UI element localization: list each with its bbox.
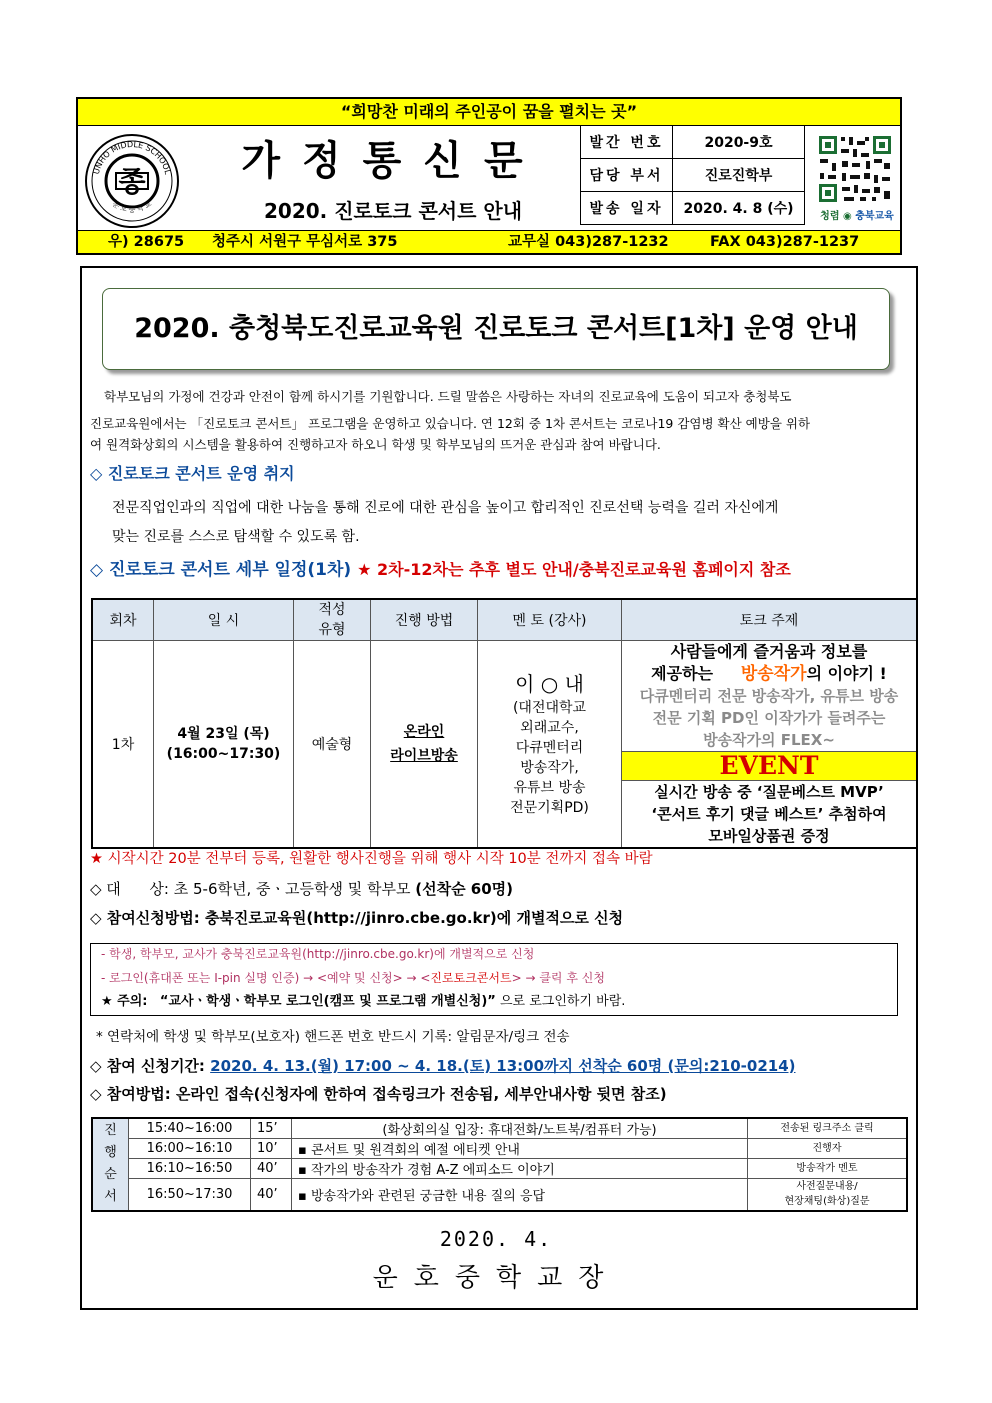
schedule-topic bbox=[622, 641, 918, 849]
meta-value: 2020-9호 bbox=[673, 126, 805, 159]
side-char: 행 bbox=[104, 1145, 117, 1161]
mentor-desc-line: 방송작가, bbox=[520, 760, 579, 776]
apply-line-2c: > → 클릭 후 신청 bbox=[511, 971, 605, 985]
schedule-header: 진행 방법 bbox=[371, 599, 478, 641]
progress-duration: 40’ bbox=[251, 1159, 292, 1179]
schedule-row bbox=[92, 641, 917, 849]
progress-duration: 15’ bbox=[251, 1118, 292, 1139]
topic-highlight: 방송작가 bbox=[740, 664, 807, 684]
schedule-date: 4월 23일 (목) bbox=[177, 726, 270, 742]
progress-side-label bbox=[92, 1118, 129, 1211]
progress-time: 15:40~16:00 bbox=[129, 1118, 251, 1139]
target-label: ◇ 대 상: bbox=[90, 880, 169, 898]
side-char: 순 bbox=[104, 1167, 117, 1183]
meta-label: 담당 부서 bbox=[581, 159, 673, 192]
progress-row bbox=[92, 1118, 907, 1139]
progress-row bbox=[92, 1179, 907, 1211]
topic-line bbox=[622, 663, 916, 685]
schedule-header: 적성 유형 bbox=[294, 599, 371, 641]
section-schedule-title bbox=[90, 559, 791, 581]
target-limit: (선착순 60명) bbox=[415, 880, 514, 898]
progress-role: 방송작가 멘토 bbox=[748, 1159, 908, 1179]
progress-time: 16:10~16:50 bbox=[129, 1159, 251, 1179]
mentor-name: 이 ○ 내 bbox=[515, 672, 584, 696]
apply-warning-label: ★ 주의: bbox=[101, 994, 148, 1009]
logo-ring-text: UNHO MIDDLE SCHOOL bbox=[91, 139, 173, 176]
method-live[interactable]: 라이브방송 bbox=[390, 748, 458, 764]
schedule-time: (16:00~17:30) bbox=[166, 746, 281, 762]
topic-line-part: 제공하는 bbox=[651, 664, 713, 683]
meta-table bbox=[580, 125, 805, 225]
meta-row bbox=[581, 126, 805, 159]
address-bar bbox=[78, 230, 900, 253]
progress-row bbox=[92, 1159, 907, 1179]
address-street: 청주시 서원구 무심서로 375 bbox=[212, 234, 398, 250]
intro-line: 학부모님의 가정에 건강과 안전이 함께 하시기를 기원합니다. 드릴 말씀은 사랑하는 자녀의 진로교육에 도움이 되고자 충청북도 bbox=[104, 389, 792, 404]
progress-duration: 40’ bbox=[251, 1179, 292, 1211]
progress-content: 작가의 방송작가 경험 A-Z 에피소드 이야기 bbox=[310, 1163, 555, 1178]
event-desc-line: 모바일상품권 증정 bbox=[708, 827, 830, 845]
schedule-header-row bbox=[92, 599, 917, 641]
svg-text:운 호 중 학 교 bbox=[111, 200, 153, 214]
intro-line: 진로교육원에서는 「진로토크 콘서트」 프로그램을 운영하고 있습니다. 연 12회 중 1차 콘서트는 코로나19 감염병 확산 예방을 위하 bbox=[90, 416, 811, 431]
progress-role: 사전질문내용/ 현장채팅(화상)질문 bbox=[748, 1179, 908, 1211]
slogan: “희망찬 미래의 주인공이 꿈을 펼치는 곳” bbox=[78, 99, 900, 126]
apply-line-2-highlight[interactable]: 진로토크콘서트 bbox=[430, 971, 512, 985]
address-office-phone: 교무실 043)287-1232 bbox=[508, 234, 669, 250]
schedule-datetime bbox=[154, 641, 294, 849]
intro-line: 여 원격화상회의 시스템을 활용하여 진행하고자 하오니 학생 및 학부모님의 뜨거운 관심과 참여 바랍니다. bbox=[90, 437, 661, 452]
schedule-title-text: ◇ 진로토크 콘서트 세부 일정(1차) bbox=[90, 560, 352, 580]
event-desc-line: 실시간 방송 중 ‘질문베스트 MVP’ bbox=[654, 783, 884, 801]
apply-box bbox=[90, 943, 898, 1016]
qr-caption-blue: 충북교육 bbox=[855, 211, 894, 222]
bullet-icon: ▪ bbox=[298, 1188, 311, 1204]
schedule-header: 일 시 bbox=[154, 599, 294, 641]
progress-content: (화상회의실 입장: 휴대전화/노트북/컴퓨터 가능) bbox=[292, 1118, 748, 1139]
contact-note: * 연락처에 학생 및 학부모(보호자) 핸드폰 번호 반드시 기록: 알림문자/링크 전송 bbox=[96, 1029, 570, 1045]
address-fax: FAX 043)287-1237 bbox=[710, 234, 860, 250]
schedule-header: 회차 bbox=[92, 599, 154, 641]
section-purpose-body bbox=[112, 494, 912, 552]
footer-date: 2020. 4. bbox=[439, 1227, 553, 1251]
progress-table bbox=[91, 1117, 908, 1212]
topic-grey-line: 전문 기획 PD인 이작가가 들려주는 bbox=[652, 709, 886, 727]
progress-duration: 10’ bbox=[251, 1139, 292, 1159]
apply-warning-tail: 으로 로그인하기 바람. bbox=[499, 994, 626, 1009]
schedule-note: ★ 2차-12차는 추후 별도 안내/충북진로교육원 홈페이지 참조 bbox=[357, 560, 791, 579]
qr-caption bbox=[812, 207, 902, 222]
progress-content-cell bbox=[292, 1159, 748, 1179]
apply-line-2 bbox=[101, 968, 605, 988]
schedule-header: 토크 주제 bbox=[622, 599, 918, 641]
participation-line: ◇ 참여방법: 온라인 접속(신청자에 한하여 접속링크가 전송됨, 세부안내사항 뒷면 참조) bbox=[90, 1085, 667, 1103]
meta-row bbox=[581, 159, 805, 192]
progress-role: 진행자 bbox=[748, 1139, 908, 1159]
period-line bbox=[90, 1055, 796, 1077]
progress-role: 전송된 링크주소 클릭 bbox=[748, 1118, 908, 1139]
meta-value: 진로진학부 bbox=[673, 159, 805, 192]
side-char: 진 bbox=[104, 1123, 117, 1139]
schedule-table bbox=[91, 598, 918, 849]
progress-time: 16:00~16:10 bbox=[129, 1139, 251, 1159]
schedule-round: 1차 bbox=[92, 641, 154, 849]
newsletter-subtitle: 2020. 진로토크 콘서트 안내 bbox=[263, 199, 523, 223]
newsletter-title: 가정통신문 bbox=[241, 137, 545, 184]
apply-warning-quote: “교사ㆍ학생ㆍ학부모 로그인(캠프 및 프로그램 개별신청)” bbox=[159, 994, 496, 1009]
meta-row bbox=[581, 192, 805, 225]
schedule-header: 멘 토 (강사) bbox=[478, 599, 622, 641]
logo-glyph: 종 bbox=[118, 165, 146, 198]
topic-line: 사람들에게 즐거움과 정보를 bbox=[670, 642, 868, 661]
target-value: 초 5-6학년, 중ㆍ고등학생 및 학부모 bbox=[173, 880, 411, 898]
progress-content-cell bbox=[292, 1179, 748, 1211]
purpose-line: 맞는 진로를 스스로 탐색할 수 있도록 함. bbox=[112, 529, 360, 545]
progress-time: 16:50~17:30 bbox=[129, 1179, 251, 1211]
meta-label: 발송 일자 bbox=[581, 192, 673, 225]
progress-content: 방송작가와 관련된 궁금한 내용 질의 응답 bbox=[310, 1188, 546, 1204]
method-online[interactable]: 온라인 bbox=[403, 724, 445, 740]
side-char: 서 bbox=[104, 1189, 117, 1205]
period-label: ◇ 참여 신청기간: bbox=[90, 1057, 205, 1075]
qr-caption-green: 청렴 bbox=[820, 211, 840, 222]
meta-label: 발간 번호 bbox=[581, 126, 673, 159]
progress-content-cell bbox=[292, 1139, 748, 1159]
newsletter-header bbox=[76, 97, 902, 255]
qr-code-icon[interactable] bbox=[816, 133, 894, 205]
apply-line-3 bbox=[101, 992, 625, 1012]
mentor-desc-line: 외래교수, bbox=[520, 720, 579, 736]
target-line bbox=[90, 878, 513, 900]
topic-line-part: 의 이야기 ! bbox=[806, 664, 887, 683]
headline: 2020. 충청북도진로교육원 진로토크 콘서트[1차] 운영 안내 bbox=[102, 288, 890, 370]
intro-paragraph bbox=[90, 383, 910, 453]
progress-row bbox=[92, 1139, 907, 1159]
apply-method: ◇ 참여신청방법: 충북진로교육원(http://jinro.cbe.go.kr)에 개별적으로 신청 bbox=[90, 909, 624, 927]
mentor-desc-line: 다큐멘터리 bbox=[515, 740, 584, 756]
notice-star: ★ 시작시간 20분 전부터 등록, 원활한 행사진행을 위해 행사 시작 10분 전까지 접속 바람 bbox=[90, 851, 653, 867]
bullet-icon: ▪ bbox=[298, 1163, 311, 1178]
mentor-desc-line: (대전대학교 bbox=[512, 700, 587, 716]
mentor-desc-line: 전문기획PD) bbox=[510, 800, 589, 816]
address-zip: 우) 28675 bbox=[108, 234, 185, 250]
school-logo-icon bbox=[84, 133, 180, 229]
apply-line-1[interactable]: - 학생, 학부모, 교사가 충북진로교육원(http://jinro.cbe.go.kr)에 개별적으로 신청 bbox=[101, 947, 535, 961]
mentor-desc-line: 유튜브 방송 bbox=[513, 780, 586, 796]
gyeongbuk-logo-icon: ◉ bbox=[842, 211, 852, 222]
event-banner: EVENT bbox=[622, 751, 916, 781]
schedule-method[interactable] bbox=[371, 641, 478, 849]
event-desc-line: ‘콘서트 후기 댓글 베스트’ 추첨하여 bbox=[651, 805, 887, 823]
logo-ring-bottom-text: 운 호 중 학 교 bbox=[110, 200, 154, 214]
schedule-type: 예술형 bbox=[294, 641, 371, 849]
period-value: 2020. 4. 13.(월) 17:00 ~ 4. 18.(토) 13:00까지 선착순 60명 (문의:210-0214) bbox=[210, 1057, 796, 1075]
apply-line-2a: - 로그인(휴대폰 또는 I-pin 실명 인증) → <예약 및 신청> → < bbox=[101, 971, 431, 985]
topic-grey-line: 방송작가의 FLEX~ bbox=[703, 731, 835, 749]
schedule-mentor bbox=[478, 641, 622, 849]
section-purpose-title: ◇ 진로토크 콘서트 운영 취지 bbox=[90, 464, 295, 483]
topic-grey-line: 다큐멘터리 전문 방송작가, 유튜브 방송 bbox=[639, 687, 899, 705]
footer-sender: 운호중학교장 bbox=[372, 1263, 620, 1293]
purpose-line: 전문직업인과의 직업에 대한 나눔을 통해 진로에 대한 관심을 높이고 합리적인 진로선택 능력을 길러 자신에게 bbox=[112, 500, 779, 516]
meta-value: 2020. 4. 8 (수) bbox=[673, 192, 805, 225]
progress-content: 콘서트 및 원격회의 예절 에티켓 안내 bbox=[310, 1143, 520, 1158]
bullet-icon: ▪ bbox=[298, 1143, 311, 1158]
